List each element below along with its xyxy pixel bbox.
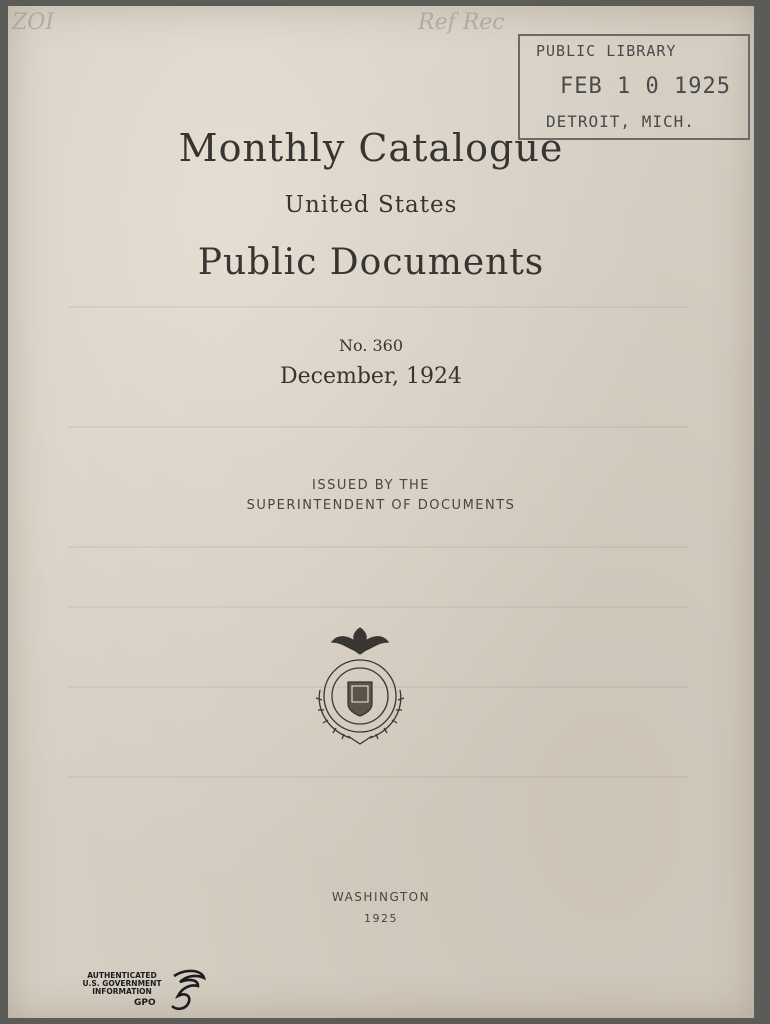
eagle-swoosh-icon [168,966,208,1014]
cover-title-2: Public Documents [197,242,545,283]
gpo-logo-line: AUTHENTICATED [87,971,157,980]
cover-subtitle: United States [284,192,458,218]
pencil-note: Ref Rec [418,10,505,35]
issued-by-line: ISSUED BY THE [312,478,430,493]
bleed-through-line [68,426,688,428]
stamp-city: DETROIT, MICH. [546,112,695,131]
bleed-through-line [68,776,688,778]
bleed-through-line [68,546,688,548]
pencil-note: ZOI [12,10,55,35]
stamp-date: FEB 1 0 1925 [560,74,731,99]
publication-place: WASHINGTON [331,890,431,904]
gpo-logo-line: INFORMATION [92,987,152,996]
gpo-logo-text [74,972,170,996]
library-received-stamp [518,34,750,140]
bleed-through-line [68,306,688,308]
publication-year: 1925 [364,912,398,925]
catalogue-cover-page [8,6,754,1018]
gpo-mark: GPO [134,998,156,1008]
stamp-library-name: PUBLIC LIBRARY [536,42,677,60]
issue-number: No. 360 [338,336,404,355]
issuer-name: SUPERINTENDENT OF DOCUMENTS [246,498,516,513]
gpo-logo-line: U.S. GOVERNMENT [82,979,162,988]
cover-title: Monthly Catalogue [178,126,564,170]
bleed-through-line [68,606,688,608]
issue-date: December, 1924 [279,364,463,389]
government-seal-icon [298,620,422,754]
gpo-authenticated-logo [74,966,214,1016]
